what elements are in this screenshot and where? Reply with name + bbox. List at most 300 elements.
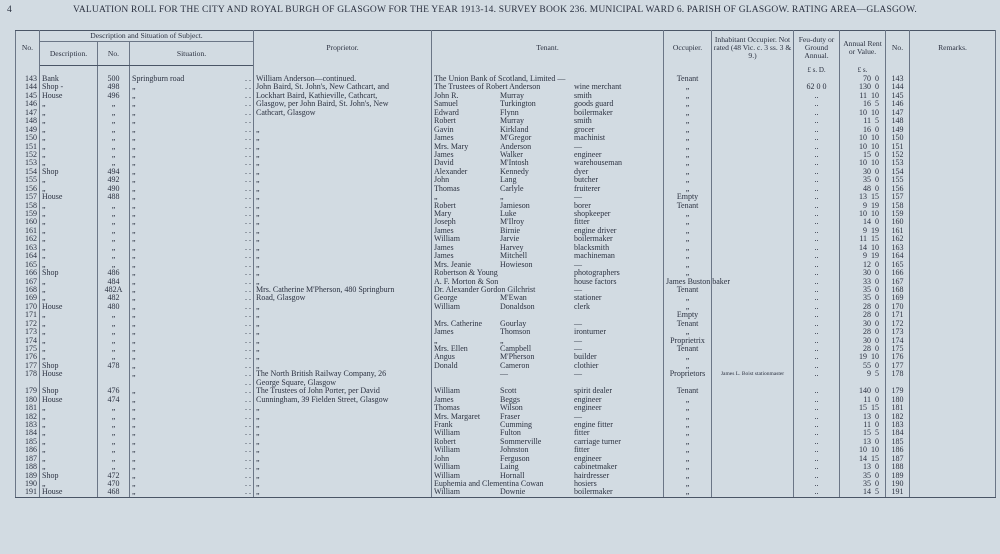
tenant-last: Harvey xyxy=(500,242,524,252)
dots: . . xyxy=(245,200,252,210)
tenant-last: Donaldson xyxy=(500,301,535,311)
entry-number-right: 178 xyxy=(886,370,910,378)
rent-shillings: 0 xyxy=(875,82,880,92)
rent-pounds: 35 xyxy=(863,293,872,303)
proprietor-cell: „ xyxy=(254,328,432,336)
inhabitant-cell xyxy=(712,100,794,108)
description-cell: „ xyxy=(40,320,98,328)
entry-number-right: 175 xyxy=(886,345,910,353)
col-occupier: Occupier. xyxy=(664,31,712,66)
rent-pounds: 35 xyxy=(863,479,872,488)
tenant-last: M'Gregor xyxy=(500,133,532,143)
tenant-first: Euphemia and Clementina Cowan xyxy=(434,479,544,488)
inhabitant-cell xyxy=(712,193,794,201)
remarks-cell xyxy=(910,421,996,429)
tenant-first: James xyxy=(434,394,454,404)
remarks-cell xyxy=(910,438,996,446)
rent-pounds: 30 xyxy=(863,335,872,345)
proprietor-cell: „ xyxy=(254,429,432,437)
entry-number: 168 xyxy=(16,286,40,294)
remarks-cell xyxy=(910,193,996,201)
rent-shillings: 19 xyxy=(871,200,880,210)
tenant-first: James xyxy=(434,251,454,261)
entry-number-right: 159 xyxy=(886,210,910,218)
situation-cell xyxy=(130,151,254,159)
rent-pounds: 10 xyxy=(859,141,868,151)
situation-cell xyxy=(130,472,254,480)
tenant-cell xyxy=(432,328,664,336)
situation-text: „ xyxy=(132,90,136,100)
occupier-cell: Tenant xyxy=(664,202,712,210)
situation-text: „ xyxy=(132,107,136,117)
entry-number-right: 183 xyxy=(886,421,910,429)
description-cell: „ xyxy=(40,134,98,142)
situation-cell xyxy=(130,159,254,167)
street-number-cell: „ xyxy=(98,311,130,319)
situation-cell xyxy=(130,210,254,218)
tenant-occupation: house factors xyxy=(574,276,617,286)
occupier-cell: „ xyxy=(664,252,712,260)
entry-number: 164 xyxy=(16,252,40,260)
rent-cell xyxy=(840,370,886,378)
description-cell: „ xyxy=(40,337,98,345)
tenant-last: M'Pherson xyxy=(500,352,535,362)
rent-shillings: 0 xyxy=(875,318,880,328)
remarks-cell xyxy=(910,75,996,83)
rent-pounds: 70 xyxy=(863,74,872,83)
entry-number-right: 176 xyxy=(886,353,910,361)
entry-number: 155 xyxy=(16,176,40,184)
proprietor-cell: „ xyxy=(254,345,432,353)
inhabitant-cell xyxy=(712,126,794,134)
tenant-first: „ xyxy=(434,192,438,202)
tenant-occupation: spirit dealer xyxy=(574,386,612,396)
proprietor-cell: „ xyxy=(254,320,432,328)
remarks-cell xyxy=(910,463,996,471)
dots: . . xyxy=(245,360,252,370)
remarks-cell xyxy=(910,413,996,421)
description-cell: Shop xyxy=(40,269,98,277)
description-cell: Shop xyxy=(40,387,98,395)
inhabitant-cell xyxy=(712,303,794,311)
remarks-cell xyxy=(910,320,996,328)
page-title: VALUATION ROLL FOR THE CITY AND ROYAL BURGH OF GLASGOW FOR THE YEAR 1913-14. SURVEY BOOK 236. MUNICIPAL WARD 6. PARISH OF GLASGOW. RATING AREA—GLASGOW. xyxy=(73,5,917,15)
dots: . . xyxy=(245,259,252,269)
feu-duty-cell: .. xyxy=(794,438,840,446)
situation-text: „ xyxy=(132,158,136,168)
situation-text: „ xyxy=(132,301,136,311)
street-number-cell: „ xyxy=(98,252,130,260)
tenant-occupation: — xyxy=(574,318,583,328)
tenant-first: Angus xyxy=(434,352,455,362)
entry-number-right: 166 xyxy=(886,269,910,277)
tenant-first: Thomas xyxy=(434,403,460,413)
situation-text: „ xyxy=(132,192,136,202)
table-row xyxy=(16,261,996,269)
rent-pounds: 11 xyxy=(863,116,872,126)
feu-duty-cell: .. xyxy=(794,134,840,142)
situation-cell xyxy=(130,463,254,471)
inhabitant-cell xyxy=(712,286,794,294)
entry-number-right: 179 xyxy=(886,387,910,395)
rent-pounds: 48 xyxy=(863,183,872,193)
rent-pounds: 10 xyxy=(859,107,868,117)
rent-pounds: 9 xyxy=(863,251,868,261)
entry-number: 191 xyxy=(16,488,40,497)
entry-number-right: 162 xyxy=(886,235,910,243)
tenant-occupation: borer xyxy=(574,200,591,210)
dots: . . xyxy=(245,301,252,311)
description-cell: „ xyxy=(40,143,98,151)
remarks-cell xyxy=(910,126,996,134)
tenant-first xyxy=(434,370,500,378)
occupier-cell: „ xyxy=(664,413,712,421)
feu-duty-cell: .. xyxy=(794,159,840,167)
rent-pounds: 35 xyxy=(863,175,872,185)
tenant-cell xyxy=(432,202,664,210)
tenant-last: M'Ilroy xyxy=(500,217,525,227)
situation-cell xyxy=(130,92,254,100)
tenant-occupation: clothier xyxy=(574,360,599,370)
feu-duty-cell: .. xyxy=(794,311,840,319)
tenant-cell xyxy=(432,109,664,117)
tenant-last: Mitchell xyxy=(500,251,528,261)
situation-cell xyxy=(130,429,254,437)
street-number-cell xyxy=(98,370,130,378)
street-number-cell: „ xyxy=(98,126,130,134)
street-number-cell: 474 xyxy=(98,396,130,404)
description-cell: „ xyxy=(40,446,98,454)
tenant-cell xyxy=(432,218,664,226)
tenant-occupation: smith xyxy=(574,116,592,126)
tenant-occupation: warehouseman xyxy=(574,158,622,168)
inhabitant-cell xyxy=(712,387,794,395)
tenant-last: Scott xyxy=(500,386,517,396)
description-cell: „ xyxy=(40,463,98,471)
tenant-cell xyxy=(432,379,664,387)
tenant-cell xyxy=(432,413,664,421)
tenant-occupation: stationer xyxy=(574,293,602,303)
rent-shillings: 0 xyxy=(875,268,880,278)
tenant-cell xyxy=(432,193,664,201)
entry-number-right: 161 xyxy=(886,227,910,235)
description-cell: „ xyxy=(40,218,98,226)
rent-pounds: 16 xyxy=(863,124,872,134)
occupier-cell: „ xyxy=(664,126,712,134)
tenant-cell xyxy=(432,446,664,454)
dots: . . xyxy=(245,225,252,235)
description-cell: „ xyxy=(40,311,98,319)
tenant-first: William xyxy=(434,445,460,455)
entry-number: 162 xyxy=(16,235,40,243)
inhabitant-cell xyxy=(712,480,794,488)
rent-shillings: 5 xyxy=(875,99,880,109)
occupier-cell: „ xyxy=(664,455,712,463)
dots: . . xyxy=(245,386,252,396)
rent-pounds: 55 xyxy=(863,360,872,370)
tenant-last: Luke xyxy=(500,209,517,218)
rent-shillings: 0 xyxy=(875,301,880,311)
dots: . . xyxy=(245,293,252,303)
remarks-cell xyxy=(910,303,996,311)
entry-number: 147 xyxy=(16,109,40,117)
situation-text: „ xyxy=(132,124,136,134)
proprietor-cell: „ xyxy=(254,218,432,226)
occupier-cell: „ xyxy=(664,328,712,336)
entry-number: 189 xyxy=(16,472,40,480)
description-cell: Shop xyxy=(40,168,98,176)
inhabitant-cell xyxy=(712,109,794,117)
tenant-occupation: engine fitter xyxy=(574,419,613,429)
tenant-first: „ xyxy=(434,335,438,345)
tenant-occupation: blacksmith xyxy=(574,242,610,252)
rent-shillings: 5 xyxy=(875,369,880,379)
remarks-cell xyxy=(910,337,996,345)
feu-units: £ s. D. xyxy=(794,66,840,76)
entry-number-right: 152 xyxy=(886,151,910,159)
remarks-cell xyxy=(910,151,996,159)
situation-text: „ xyxy=(132,394,136,404)
street-number-cell: 472 xyxy=(98,472,130,480)
tenant-cell xyxy=(432,185,664,193)
occupier-cell: Tenant xyxy=(664,320,712,328)
situation-text: „ xyxy=(132,242,136,252)
feu-duty-cell: .. xyxy=(794,244,840,252)
tenant-cell xyxy=(432,345,664,353)
tenant-last: Campbell xyxy=(500,344,532,353)
remarks-cell xyxy=(910,404,996,412)
entry-number: 157 xyxy=(16,193,40,201)
tenant-last: Fraser xyxy=(500,411,521,421)
occupier-cell: „ xyxy=(664,235,712,243)
dots: . . xyxy=(245,90,252,100)
description-cell: „ xyxy=(40,438,98,446)
tenant-occupation: wine merchant xyxy=(574,82,622,92)
rent-pounds: 10 xyxy=(859,133,868,143)
dots: . . xyxy=(245,377,252,387)
tenant-occupation: engineer xyxy=(574,453,602,463)
situation-cell xyxy=(130,235,254,243)
remarks-cell xyxy=(910,286,996,294)
tenant-cell xyxy=(432,286,664,294)
entry-number-right: 156 xyxy=(886,185,910,193)
street-number-cell: „ xyxy=(98,438,130,446)
rent-pounds: 10 xyxy=(859,158,868,168)
street-number-cell: 488 xyxy=(98,193,130,201)
remarks-cell xyxy=(910,109,996,117)
dots: . . xyxy=(245,470,252,480)
tenant-cell xyxy=(432,168,664,176)
inhabitant-cell xyxy=(712,117,794,125)
inhabitant-cell xyxy=(712,210,794,218)
inhabitant-cell xyxy=(712,143,794,151)
description-cell: „ xyxy=(40,278,98,286)
rent-shillings: 10 xyxy=(871,209,880,218)
description-cell: „ xyxy=(40,202,98,210)
situation-cell xyxy=(130,278,254,286)
occupier-cell: „ xyxy=(664,168,712,176)
situation-text: „ xyxy=(132,479,136,488)
proprietor-cell: „ xyxy=(254,303,432,311)
dots: . . xyxy=(245,428,252,438)
dots: . . xyxy=(245,335,252,345)
remarks-cell xyxy=(910,353,996,361)
tenant-cell xyxy=(432,362,664,370)
dots: . . xyxy=(245,124,252,134)
feu-duty-cell: .. xyxy=(794,109,840,117)
remarks-cell xyxy=(910,294,996,302)
tenant-first: Mrs. Jeanie xyxy=(434,259,471,269)
entry-number: 166 xyxy=(16,269,40,277)
tenant-last: Cumming xyxy=(500,419,533,429)
description-cell: House xyxy=(40,396,98,404)
occupier-cell: „ xyxy=(664,353,712,361)
inhabitant-cell xyxy=(712,320,794,328)
occupier-cell: „ xyxy=(664,109,712,117)
remarks-cell xyxy=(910,311,996,319)
inhabitant-cell: James L. Boist stationmaster xyxy=(712,370,794,378)
situation-text: „ xyxy=(132,276,136,286)
tenant-occupation: machineman xyxy=(574,251,615,261)
proprietor-cell: „ xyxy=(254,143,432,151)
tenant-last: M'Intosh xyxy=(500,158,529,168)
tenant-occupation: shopkeeper xyxy=(574,209,611,218)
street-number-cell: „ xyxy=(98,159,130,167)
dots: . . xyxy=(245,411,252,421)
entry-number: 176 xyxy=(16,353,40,361)
entry-number-right: 146 xyxy=(886,100,910,108)
tenant-cell xyxy=(432,235,664,243)
inhabitant-cell xyxy=(712,134,794,142)
dots: . . xyxy=(245,453,252,463)
inhabitant-cell xyxy=(712,353,794,361)
street-number-cell: 496 xyxy=(98,92,130,100)
proprietor-cell: „ xyxy=(254,261,432,269)
rent-shillings: 10 xyxy=(871,133,880,143)
description-cell: „ xyxy=(40,328,98,336)
occupier-cell: „ xyxy=(664,159,712,167)
situation-cell xyxy=(130,252,254,260)
tenant-occupation: goods guard xyxy=(574,99,614,109)
situation-cell xyxy=(130,185,254,193)
rent-pounds: 11 xyxy=(863,394,872,404)
description-cell: „ xyxy=(40,151,98,159)
situation-text: „ xyxy=(132,318,136,328)
occupier-cell: Tenant xyxy=(664,286,712,294)
entry-number: 179 xyxy=(16,387,40,395)
tenant-occupation: butcher xyxy=(574,175,599,185)
tenant-last: Kennedy xyxy=(500,166,529,176)
entry-number: 187 xyxy=(16,455,40,463)
table-row xyxy=(16,488,996,497)
col-tenant: Tenant. xyxy=(432,31,664,66)
rent-shillings: 0 xyxy=(875,394,880,404)
tenant-occupation: clerk xyxy=(574,301,591,311)
situation-text: „ xyxy=(132,293,136,303)
tenant-cell xyxy=(432,244,664,252)
description-cell: „ xyxy=(40,227,98,235)
occupier-cell: „ xyxy=(664,269,712,277)
rent-shillings: 15 xyxy=(871,234,880,244)
proprietor-cell: „ xyxy=(254,227,432,235)
tenant-first: John xyxy=(434,453,450,463)
dots: . . xyxy=(245,251,252,261)
situation-text: „ xyxy=(132,369,136,379)
rent-shillings: 10 xyxy=(871,107,880,117)
dots: . . xyxy=(245,234,252,244)
feu-duty-cell: .. xyxy=(794,185,840,193)
situation-cell xyxy=(130,328,254,336)
col-inhabitant: Inhabitant Occupier. Not rated (48 Vic. c. 3 ss. 3 & 9.) xyxy=(712,31,794,66)
proprietor-cell: „ xyxy=(254,488,432,497)
street-number-cell: „ xyxy=(98,244,130,252)
proprietor-cell: „ xyxy=(254,438,432,446)
situation-text: „ xyxy=(132,133,136,143)
occupier-cell: „ xyxy=(664,404,712,412)
entry-number: 181 xyxy=(16,404,40,412)
tenant-occupation: — xyxy=(574,335,583,345)
entry-number-right: 177 xyxy=(886,362,910,370)
tenant-last: Johnston xyxy=(500,445,529,455)
street-number-cell: „ xyxy=(98,218,130,226)
entry-number-right: 150 xyxy=(886,134,910,142)
situation-text: „ xyxy=(132,462,136,472)
occupier-cell: Tenant xyxy=(664,75,712,83)
rent-pounds: 35 xyxy=(863,470,872,480)
dots: . . xyxy=(245,217,252,227)
rent-shillings: 15 xyxy=(871,453,880,463)
tenant-last: Murray xyxy=(500,116,525,126)
inhabitant-cell xyxy=(712,151,794,159)
entry-number: 153 xyxy=(16,159,40,167)
feu-duty-cell: .. xyxy=(794,320,840,328)
situation-cell xyxy=(130,480,254,488)
tenant-occupation: hosiers xyxy=(574,479,597,488)
rent-pounds: 9 xyxy=(863,200,868,210)
rent-pounds: 12 xyxy=(863,259,872,269)
rent-pounds: 14 xyxy=(863,487,872,497)
proprietor-cell: „ xyxy=(254,337,432,345)
rent-shillings: 0 xyxy=(875,166,880,176)
tenant-last: Jarvie xyxy=(500,234,520,244)
tenant-first: Mary xyxy=(434,209,452,218)
remarks-cell xyxy=(910,227,996,235)
street-number-cell: „ xyxy=(98,446,130,454)
tenant-occupation: grocer xyxy=(574,124,595,134)
occupier-cell: „ xyxy=(664,100,712,108)
situation-text: „ xyxy=(132,310,136,320)
situation-cell xyxy=(130,404,254,412)
entry-number-right: 190 xyxy=(886,480,910,488)
rent-shillings: 0 xyxy=(875,259,880,269)
tenant-occupation: fitter xyxy=(574,445,590,455)
inhabitant-cell xyxy=(712,328,794,336)
feu-duty-cell: .. xyxy=(794,151,840,159)
remarks-cell xyxy=(910,345,996,353)
occupier-cell: „ xyxy=(664,303,712,311)
dots: . . xyxy=(245,318,252,328)
tenant-occupation: — xyxy=(574,284,583,294)
occupier-cell: „ xyxy=(664,362,712,370)
description-cell: „ xyxy=(40,252,98,260)
tenant-cell xyxy=(432,117,664,125)
situation-text: „ xyxy=(132,149,136,159)
situation-cell xyxy=(130,337,254,345)
tenant-first: William xyxy=(434,462,460,472)
proprietor-cell: „ xyxy=(254,278,432,286)
description-cell: „ xyxy=(40,244,98,252)
situation-cell xyxy=(130,286,254,294)
